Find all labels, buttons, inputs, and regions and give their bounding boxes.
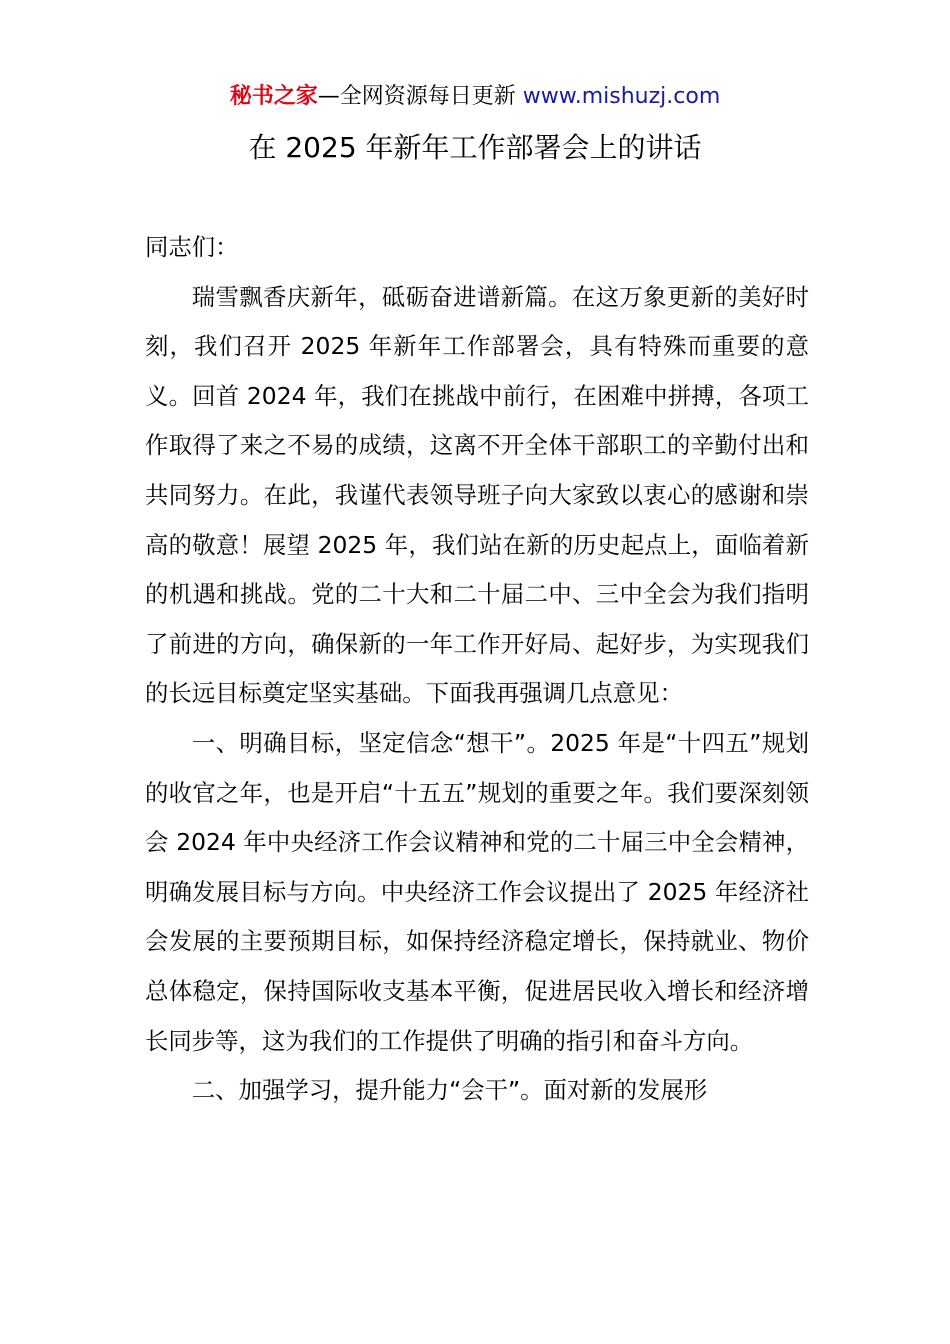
paragraph-intro: 瑞雪飘香庆新年，砥砺奋进谱新篇。在这万象更新的美好时刻，我们召开 2025 年新年工作部署会，具有特殊而重要的意义。回首 2024 年，我们在挑战中前行，在困难中拼搏，各项工作取得了来之不易的成绩，这离不开全体干部职工的辛勤付出和共同努力。在此，我谨代表领导班子向大家致以衷心的感谢和崇高的敬意！展望 2025 年，我们站在新的历史起点上，面临着新的机遇和挑战。党的二十大和二十届二中、三中全会为我们指明了前进的方向，确保新的一年工作开好局、起好步，为实现我们的长远目标奠定坚实基础。下面我再强调几点意见： bbox=[145, 282, 809, 708]
paragraph-section-2: 二、加强学习，提升能力“会干”。面对新的发展形 bbox=[191, 1076, 708, 1105]
document-title: 在 2025 年新年工作部署会上的讲话 bbox=[248, 131, 702, 164]
site-header bbox=[0, 80, 950, 114]
salutation: 同志们： bbox=[145, 233, 239, 261]
site-url-link[interactable]: www.mishuzj.com bbox=[522, 84, 721, 109]
document-body bbox=[145, 223, 809, 1116]
brand-name: 秘书之家 bbox=[229, 84, 318, 109]
header-tagline: —全网资源每日更新 bbox=[317, 84, 516, 109]
paragraph-section-1: 一、明确目标，坚定信念“想干”。2025 年是“十四五”规划的收官之年，也是开启“十五五”规划的重要之年。我们要深刻领会 2024 年中央经济工作会议精神和党的二十届三中全会精神，明确发展目标与方向。中央经济工作会议提出了 2025 年经济社会发展的主要预期目标，如保持经济稳定增长，保持就业、物价总体稳定，保持国际收支基本平衡，促进居民收入增长和经济增长同步等，这为我们的工作提供了明确的指引和奋斗方向。 bbox=[145, 728, 809, 1055]
